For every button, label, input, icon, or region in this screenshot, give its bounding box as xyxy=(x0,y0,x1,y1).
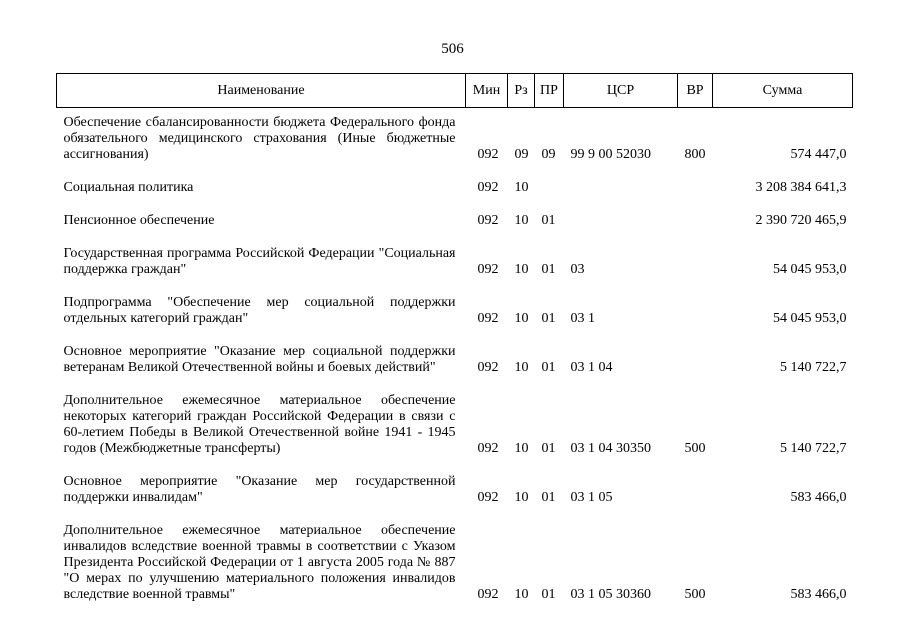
column-header-csr: ЦСР xyxy=(564,74,678,108)
column-header-rz: Рз xyxy=(508,74,535,108)
row-name: Дополнительное ежемесячное материальное обеспечение некоторых категорий граждан Российской Федерации в связи с 60-летием Победы в Великой Отечественной войне 1941 - 1945 годов (Межбюджетные трансферты) xyxy=(63,393,456,456)
row-pr: 01 xyxy=(541,490,556,505)
row-rz: 10 xyxy=(514,441,529,456)
row-sum: 2 390 720 465,9 xyxy=(755,213,847,228)
row-rz: 10 xyxy=(514,262,529,277)
row-name: Государственная программа Российской Федерации "Социальная поддержка граждан" xyxy=(63,246,456,277)
table-row xyxy=(57,286,853,335)
row-name: Дополнительное ежемесячное материальное обеспечение инвалидов вследствие военной травмы в соответствии с Указом Президента Российской Федерации от 1 августа 2005 года № 887 "О мерах по улучшению материального положения инвалидов вследствие военной травмы" xyxy=(63,523,456,602)
row-min: 092 xyxy=(477,441,499,456)
row-pr: 01 xyxy=(541,262,556,277)
column-header-vr: ВР xyxy=(678,74,713,108)
row-pr: 01 xyxy=(541,311,556,326)
row-csr: 03 1 xyxy=(570,311,595,326)
row-name: Обеспечение сбалансированности бюджета Федерального фонда обязательного медицинского страхования (Иные бюджетные ассигнования) xyxy=(63,115,456,162)
column-header-min: Мин xyxy=(466,74,508,108)
row-rz: 10 xyxy=(514,587,529,602)
row-vr xyxy=(678,204,713,237)
row-vr xyxy=(678,286,713,335)
table-row xyxy=(57,204,853,237)
row-vr xyxy=(678,465,713,514)
row-min: 092 xyxy=(477,360,499,375)
table-row xyxy=(57,465,853,514)
row-vr xyxy=(678,171,713,204)
row-csr: 03 1 05 30360 xyxy=(570,587,651,602)
row-sum: 5 140 722,7 xyxy=(780,441,847,456)
table-header-row xyxy=(57,74,853,108)
row-name: Основное мероприятие "Оказание мер государственной поддержки инвалидам" xyxy=(63,474,456,505)
row-min: 092 xyxy=(477,587,499,602)
budget-table xyxy=(56,73,853,611)
row-vr: 500 xyxy=(684,587,706,602)
column-header-pr: ПР xyxy=(535,74,564,108)
row-vr xyxy=(678,237,713,286)
row-rz: 10 xyxy=(514,490,529,505)
row-csr xyxy=(564,204,678,237)
row-rz: 09 xyxy=(514,147,529,162)
row-name: Основное мероприятие "Оказание мер социальной поддержки ветеранам Великой Отечественной войны и боевых действий" xyxy=(63,344,456,375)
row-min: 092 xyxy=(477,180,499,195)
row-vr: 800 xyxy=(684,147,706,162)
row-min: 092 xyxy=(477,490,499,505)
row-sum: 5 140 722,7 xyxy=(780,360,847,375)
row-sum: 574 447,0 xyxy=(790,147,847,162)
row-sum: 583 466,0 xyxy=(790,490,847,505)
column-header-name: Наименование xyxy=(57,74,466,108)
row-pr: 01 xyxy=(541,213,556,228)
row-vr xyxy=(678,335,713,384)
page-number: 506 xyxy=(441,41,464,57)
row-name: Пенсионное обеспечение xyxy=(63,213,215,228)
row-rz: 10 xyxy=(514,180,529,195)
row-sum: 583 466,0 xyxy=(790,587,847,602)
row-min: 092 xyxy=(477,147,499,162)
row-vr: 500 xyxy=(684,441,706,456)
row-csr: 03 xyxy=(570,262,585,277)
row-csr: 99 9 00 52030 xyxy=(570,147,651,162)
row-min: 092 xyxy=(477,213,499,228)
row-rz: 10 xyxy=(514,360,529,375)
row-pr: 01 xyxy=(541,587,556,602)
row-pr: 01 xyxy=(541,441,556,456)
row-sum: 54 045 953,0 xyxy=(773,311,847,326)
table-row xyxy=(57,384,853,465)
row-sum: 3 208 384 641,3 xyxy=(755,180,847,195)
row-csr: 03 1 04 xyxy=(570,360,613,375)
row-csr: 03 1 04 30350 xyxy=(570,441,651,456)
column-header-sum: Сумма xyxy=(713,74,853,108)
row-rz: 10 xyxy=(514,213,529,228)
row-sum: 54 045 953,0 xyxy=(773,262,847,277)
table-row xyxy=(57,171,853,204)
row-csr: 03 1 05 xyxy=(570,490,613,505)
row-min: 092 xyxy=(477,262,499,277)
table-row xyxy=(57,237,853,286)
row-name: Социальная политика xyxy=(63,180,194,195)
table-row xyxy=(57,514,853,611)
row-pr xyxy=(535,171,564,204)
row-csr xyxy=(564,171,678,204)
row-name: Подпрограмма "Обеспечение мер социальной поддержки отдельных категорий граждан" xyxy=(63,295,456,326)
row-rz: 10 xyxy=(514,311,529,326)
table-row xyxy=(57,335,853,384)
table-row xyxy=(57,108,853,172)
row-pr: 01 xyxy=(541,360,556,375)
row-min: 092 xyxy=(477,311,499,326)
row-pr: 09 xyxy=(541,147,556,162)
